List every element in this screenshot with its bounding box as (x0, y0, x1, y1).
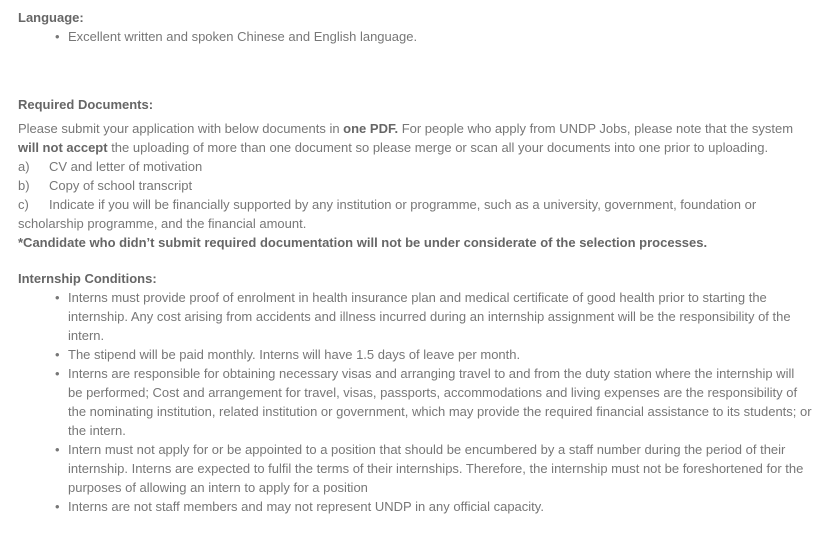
item-text: Copy of school transcript (49, 178, 193, 193)
document-item-a (18, 157, 812, 176)
section-language (18, 8, 812, 46)
internship-conditions-heading: Internship Conditions: (18, 271, 157, 286)
language-list (18, 27, 812, 46)
intro-bold-will-not-accept: will not accept (18, 140, 108, 155)
required-documents-note: *Candidate who didn’t submit required documentation will not be under considerate of the selection processes. (18, 235, 708, 250)
list-item: • Intern must not apply for or be appointed to a position that should be encumbered by a staff number during the period of their internship. Interns are expected to fulfil the terms of their internships. Therefore, the internship must not be foreshortened for the purposes of allowing an intern to apply for a position (68, 440, 812, 497)
list-item: • Excellent written and spoken Chinese and English language. (68, 27, 812, 46)
required-documents-intro (18, 119, 812, 157)
item-text: CV and letter of motivation (49, 159, 203, 174)
intro-bold-one-pdf: one PDF. (343, 121, 399, 136)
item-text: Indicate if you will be financially supported by any institution or programme, such as a university, government, foundation or scholarship programme, and the financial amount. (18, 197, 757, 231)
document-item-c (18, 195, 812, 233)
intro-text: Please submit your application with below documents in (18, 121, 344, 136)
section-internship-conditions (18, 269, 812, 516)
internship-conditions-list (18, 288, 812, 516)
section-required-documents (18, 95, 812, 252)
item-label: a) (18, 159, 30, 174)
list-item: • The stipend will be paid monthly. Interns will have 1.5 days of leave per month. (68, 345, 812, 364)
list-item: • Interns must provide proof of enrolment in health insurance plan and medical certificate of good health prior to starting the internship. Any cost arising from accidents and illness incurred during an internship assignment will be the responsibility of the intern. (68, 288, 812, 345)
item-label: c) (18, 197, 29, 212)
item-label: b) (18, 178, 30, 193)
document-item-b (18, 176, 812, 195)
list-item: • Interns are not staff members and may not represent UNDP in any official capacity. (68, 497, 812, 516)
intro-text: For people who apply from UNDP Jobs, please note that the system (398, 121, 794, 136)
intro-text: the uploading of more than one document so please merge or scan all your documents into one prior to uploading. (107, 140, 769, 155)
list-item: • Interns are responsible for obtaining necessary visas and arranging travel to and from the duty station where the internship will be performed; Cost and arrangement for travel, visas, passports, accommodations and living expenses are the responsibility of the nominating institution, related institution or government, which may provide the required financial assistance to its students; or the intern. (68, 364, 812, 440)
language-heading: Language: (18, 10, 84, 25)
required-documents-heading: Required Documents: (18, 97, 154, 112)
